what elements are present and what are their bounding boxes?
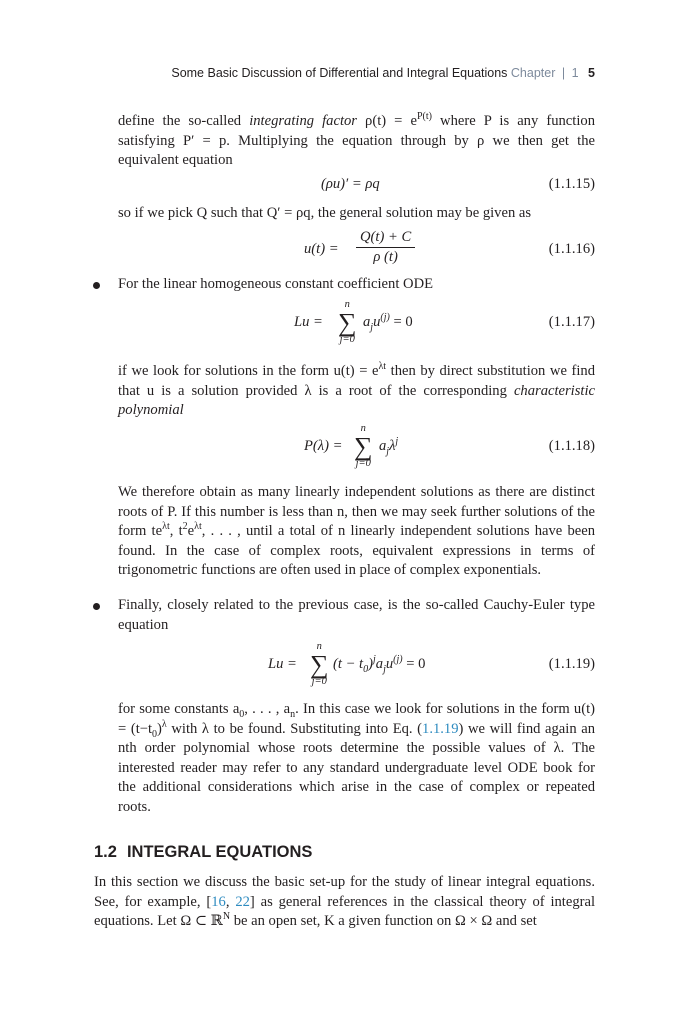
paragraph-general-solution: so if we pick Q such that Q′ = ρq, the general solution may be given as (118, 205, 532, 221)
citation-link-16[interactable]: 16 (211, 893, 226, 910)
paragraph-characteristic: if we look for solutions in the form $u(t) = e^{\lambda t}$ then by direct substitution we find that u is a solution provided λ is a root of the corresponding characteristic polynomial (118, 361, 595, 419)
equation-1-1-17 (118, 300, 595, 352)
paragraph-cauchy-euler-solutions: for some constants $a_0$, . . . , $a_n$. In this case we look for solutions in the form $u(t) = (t-t_0)^\lambda$ with λ to be found. Substituting into Eq. (1.1.19) we will find again an nth order polynomial whose roots determine the possible values of λ. The interested reader may refer to any standard undergraduate level ODE book for the additional considerations which arise in the case of complex or repeated roots. (118, 701, 595, 815)
summand: $a_j\lambda^j$ (379, 436, 399, 457)
term-integrating-factor: integrating factor (249, 113, 357, 129)
equation-1-1-19 (118, 642, 595, 694)
running-head (93, 66, 595, 80)
denominator: ρ (t) (373, 249, 398, 265)
equation-body: (ρu)′ = ρq (321, 176, 380, 192)
equation-lhs: Lu = (294, 314, 323, 330)
separator: | (561, 66, 566, 80)
term-characteristic-polynomial: characteristic polynomial (118, 382, 595, 419)
summation-icon: n ∑ j=0 (310, 641, 329, 687)
equation-lhs: u(t) = (304, 241, 339, 257)
equation-1-1-18 (118, 424, 595, 476)
numerator: Q(t) + C (356, 229, 415, 248)
summation-icon: n ∑ j=0 (338, 299, 357, 345)
chapter-label: Chapter (510, 66, 556, 80)
running-head-title: Some Basic Discussion of Differential and Integral Equations (171, 66, 508, 80)
summand: $(t - t_0)^ja_ju^{(j)} = 0$ (333, 654, 426, 675)
section-number: 1.2 (94, 843, 117, 861)
summand: $a_ju^{(j)} = 0$ (363, 312, 413, 333)
chapter-number: 1 (571, 66, 579, 80)
paragraph-independent-solutions: We therefore obtain as many linearly independent solutions as there are distinct roots of P. If this number is less than n, then we may seek further solutions of the form $te^{\lambda t}$, $t^2e^{\lambda t}$, . . . , until a total of n linearly independent solutions have been found. In the case of complex roots, equivalent expressions in terms of trigonometric functions are often used in place of complex exponentials. (118, 484, 595, 579)
equation-label: (1.1.18) (548, 438, 595, 454)
paragraph-integral-equations-intro: In this section we discuss the basic set-up for the study of linear integral equations. See, for example, [16, 22] as general references in the classical theory of integral equations. Let Ω ⊂ ℝ$^N$ be an open set, K a given function on Ω × Ω and set (94, 874, 596, 930)
equation-1-1-15 (118, 176, 595, 196)
bullet-item-cauchy-euler: Finally, closely related to the previous case, is the so-called Cauchy-Euler type equation (118, 597, 595, 633)
bullet-icon (93, 603, 100, 610)
paragraph-integrating-factor: define the so-called integrating factor $\rho(t) = e^{P(t)}$ where P is any function satisfying P′ = p. Multiplying the equation through by ρ we then get the equivalent equation (118, 111, 595, 169)
equation-label: (1.1.19) (548, 656, 595, 672)
equation-lhs: P(λ) = (304, 438, 343, 454)
section-title: INTEGRAL EQUATIONS (126, 843, 313, 861)
page-number: 5 (588, 66, 595, 80)
equation-1-1-16 (118, 229, 595, 273)
equation-reference-link[interactable]: 1.1.19 (422, 720, 459, 737)
equation-label: (1.1.15) (548, 176, 595, 192)
bullet-item-linear-ode: For the linear homogeneous constant coefficient ODE (118, 276, 434, 292)
bullet-icon (93, 282, 100, 289)
citation-link-22[interactable]: 22 (235, 893, 250, 910)
summation-icon: n ∑ j=0 (354, 423, 373, 469)
section-heading (94, 843, 312, 862)
equation-label: (1.1.16) (548, 241, 595, 257)
equation-label: (1.1.17) (548, 314, 595, 330)
equation-lhs: Lu = (268, 656, 297, 672)
fraction (356, 229, 415, 266)
